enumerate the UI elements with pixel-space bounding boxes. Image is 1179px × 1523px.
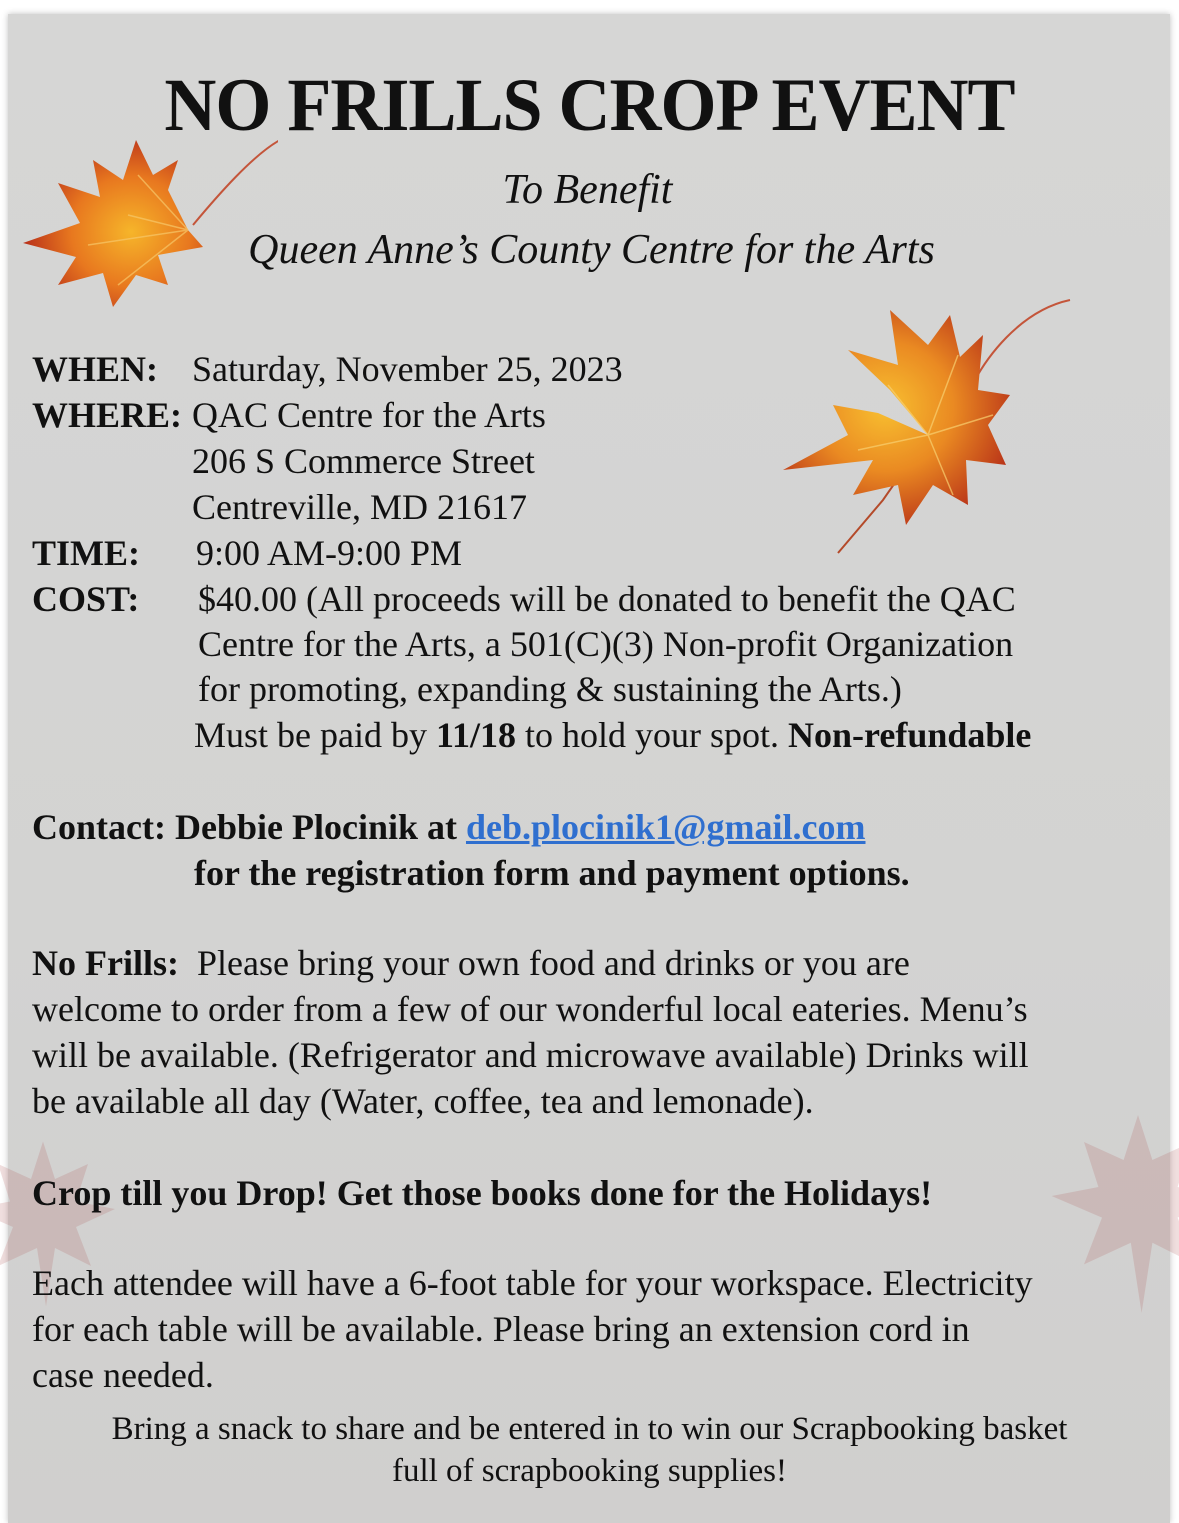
contact-name: Debbie Plocinik at xyxy=(174,807,457,847)
page-title: NO FRILLS CROP EVENT xyxy=(164,62,1015,147)
slogan: Crop till you Drop! Get those books done for the Holidays! xyxy=(32,1173,933,1213)
no-frills-label: No Frills: xyxy=(32,943,179,983)
workspace-line-2: for each table will be available. Please bring an extension cord in xyxy=(32,1309,970,1349)
no-frills-text-1: Please bring your own food and drinks or you are xyxy=(196,943,910,983)
no-frills-line-3: will be available. (Refrigerator and microwave available) Drinks will xyxy=(32,1035,1029,1075)
no-frills-paragraph xyxy=(32,940,1029,1124)
workspace-paragraph xyxy=(32,1260,1033,1398)
maple-leaf-right-icon xyxy=(778,295,1078,560)
no-frills-line-2: welcome to order from a few of our wonderful local eateries. Menu’s xyxy=(32,989,1028,1029)
benefit-line: To Benefit xyxy=(502,167,673,213)
snack-line-1: Bring a snack to share and be entered in to win our Scrapbooking basket xyxy=(111,1411,1068,1447)
payment-deadline xyxy=(194,714,1031,756)
cost-label: COST: xyxy=(32,579,140,619)
payment-date: 11/18 xyxy=(435,715,516,755)
contact-label: Contact: xyxy=(32,807,166,847)
beneficiary-name: Queen Anne’s County Centre for the Arts xyxy=(248,227,935,273)
where-line-1: QAC Centre for the Arts xyxy=(192,395,546,435)
workspace-line-1: Each attendee will have a 6-foot table for your workspace. Electricity xyxy=(32,1263,1033,1303)
when-label: WHEN: xyxy=(32,349,158,389)
no-frills-line-1 xyxy=(32,940,1029,986)
non-refundable-note: Non-refundable xyxy=(788,715,1032,755)
cost-line-2: Centre for the Arts, a 501(C)(3) Non-profit Organization xyxy=(198,624,1014,664)
when-value: Saturday, November 25, 2023 xyxy=(192,349,623,389)
workspace-line-3: case needed. xyxy=(32,1355,214,1395)
cost-line-1: $40.00 (All proceeds will be donated to benefit the QAC xyxy=(198,579,1016,619)
maple-leaf-left-icon xyxy=(18,135,278,310)
time-label: TIME: xyxy=(32,533,140,573)
where-line-2: 206 S Commerce Street xyxy=(192,441,535,481)
snack-line-2: full of scrapbooking supplies! xyxy=(391,1453,788,1489)
payment-prefix: Must be paid by xyxy=(194,715,436,755)
cost-line-3: for promoting, expanding & sustaining the Arts.) xyxy=(198,669,902,709)
no-frills-line-4: be available all day (Water, coffee, tea and lemonade). xyxy=(32,1081,814,1121)
background-leaf-icon xyxy=(1048,1104,1179,1324)
where-line-3: Centreville, MD 21617 xyxy=(192,487,527,527)
payment-middle: to hold your spot. xyxy=(516,715,789,755)
contact-email-link[interactable]: deb.plocinik1@gmail.com xyxy=(465,807,866,847)
contact-line-2: for the registration form and payment options. xyxy=(194,853,910,893)
contact-line xyxy=(32,806,866,848)
time-value: 9:00 AM-9:00 PM xyxy=(196,533,463,573)
where-label: WHERE: xyxy=(32,395,183,435)
